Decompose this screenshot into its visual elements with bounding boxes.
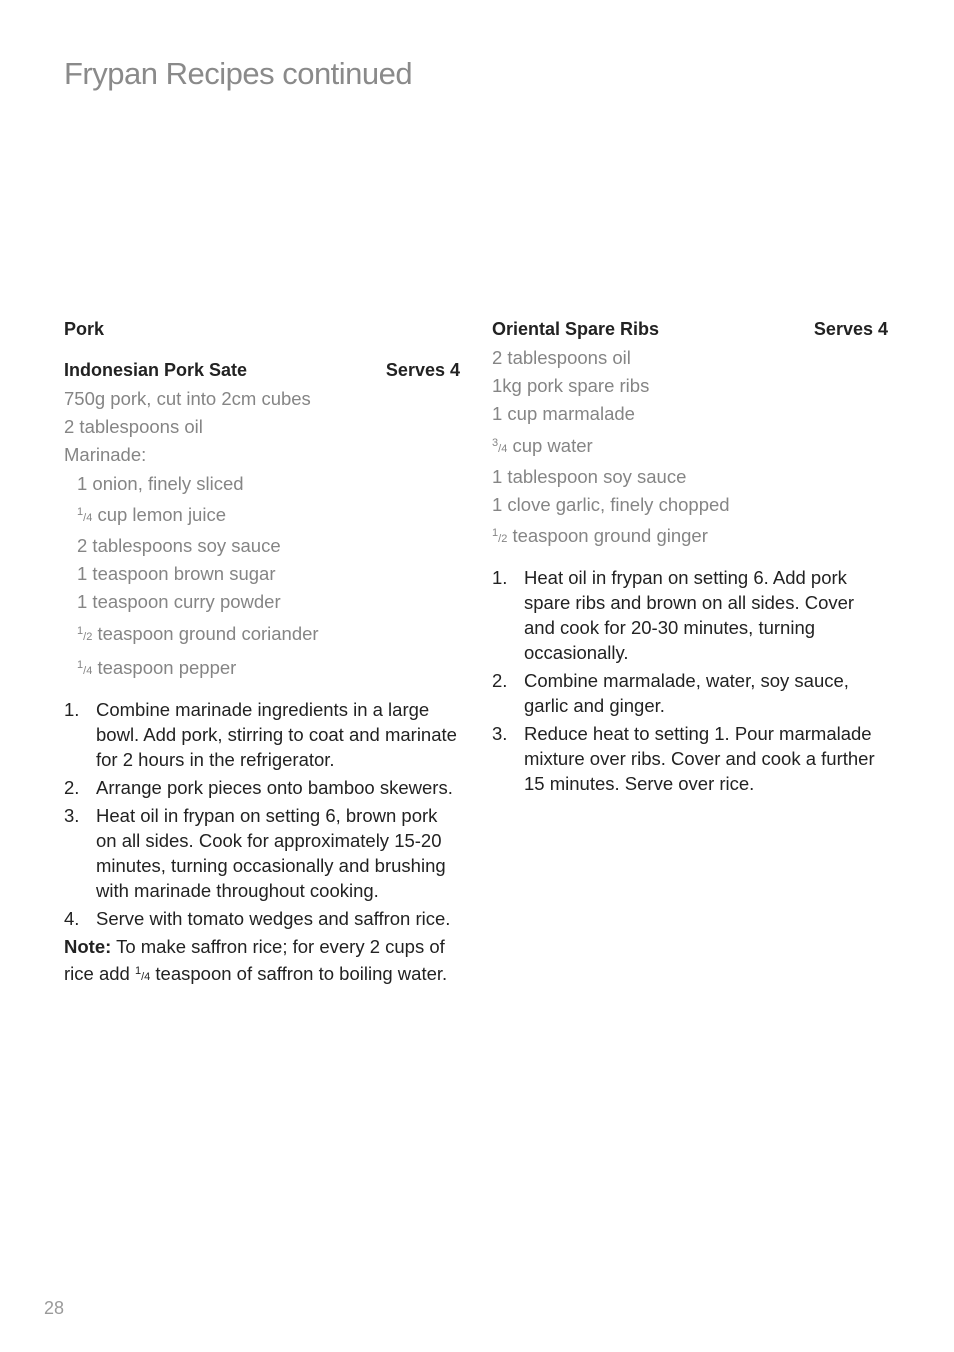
ingredient-item: 1 clove garlic, finely chopped <box>492 494 730 516</box>
ingredient-item: 2 tablespoons oil <box>492 347 631 368</box>
ingredient-item: 1 teaspoon brown sugar <box>77 563 276 585</box>
method-step: 1. Heat oil in frypan on setting 6. Add pork spare ribs and brown on all sides. Cover and cook for 20-30 minutes, turning occasionally. <box>492 567 855 664</box>
fraction: 1/4 <box>134 965 151 984</box>
ingredient-item: 1 cup marmalade <box>492 403 635 425</box>
fraction: 1/2 <box>492 527 508 546</box>
recipe-title: Indonesian Pork Sate <box>64 360 248 380</box>
recipe-header <box>64 357 460 383</box>
ingredient-item: 1 onion, finely sliced <box>77 472 244 494</box>
ingredient-item: 2 tablespoons soy sauce <box>77 535 281 557</box>
ingredient-list <box>64 385 460 685</box>
ingredient-item: 1 teaspoon curry powder <box>77 591 281 613</box>
page-title: Frypan Recipes continued <box>64 56 413 91</box>
ingredient-item: 1 tablespoon soy sauce <box>492 465 687 487</box>
recipe-title: Oriental Spare Ribs <box>492 319 660 339</box>
ingredient-item: Marinade: <box>64 444 147 466</box>
method-steps <box>64 697 460 931</box>
fraction: 1/4 <box>77 505 93 524</box>
ingredient-item: 1/2 teaspoon ground ginger <box>492 525 708 547</box>
fraction: 3/4 <box>492 436 508 455</box>
method-step: 4. Serve with tomato wedges and saffron rice. <box>64 908 451 930</box>
fraction: 1/2 <box>77 624 93 643</box>
fraction: 1/4 <box>77 658 93 677</box>
recipe-header <box>492 316 888 342</box>
ingredient-item: 1/4 teaspoon pepper <box>77 656 237 678</box>
note-label: Note: <box>64 936 112 958</box>
ingredient-item: 2 tablespoons oil <box>64 416 203 438</box>
method-step: 2. Combine marmalade, water, soy sauce, garlic and ginger. <box>492 670 849 717</box>
left-column <box>64 316 460 990</box>
page-number: 28 <box>44 1298 65 1318</box>
ingredient-list <box>492 344 888 553</box>
recipe-serves: Serves 4 <box>813 319 888 339</box>
recipe-note: Note: To make saffron rice; for every 2 cups of rice add 1/4 teaspoon of saffron to boiling water. <box>64 936 448 985</box>
ingredient-item: 1/4 cup lemon juice <box>77 503 226 525</box>
recipe-serves: Serves 4 <box>385 360 460 380</box>
ingredient-item: 750g pork, cut into 2cm cubes <box>64 388 311 409</box>
method-step: 3. Heat oil in frypan on setting 6, brown pork on all sides. Cook for approximately 15-20 minutes, turning occasionally and brushing with marinade throughout cooking. <box>64 805 446 902</box>
right-column <box>492 316 888 799</box>
ingredient-item: 3/4 cup water <box>492 434 593 456</box>
method-step: 1. Combine marinade ingredients in a large bowl. Add pork, stirring to coat and marinate for 2 hours in the refrigerator. <box>64 699 457 771</box>
ingredient-item: 1kg pork spare ribs <box>492 375 650 397</box>
method-step: 2. Arrange pork pieces onto bamboo skewers. <box>64 777 453 799</box>
method-step: 3. Reduce heat to setting 1. Pour marmalade mixture over ribs. Cover and cook a further 15 minutes. Serve over rice. <box>492 723 875 795</box>
ingredient-item: 1/2 teaspoon ground coriander <box>77 622 319 644</box>
method-steps <box>492 565 888 796</box>
section-heading: Pork <box>64 319 105 339</box>
